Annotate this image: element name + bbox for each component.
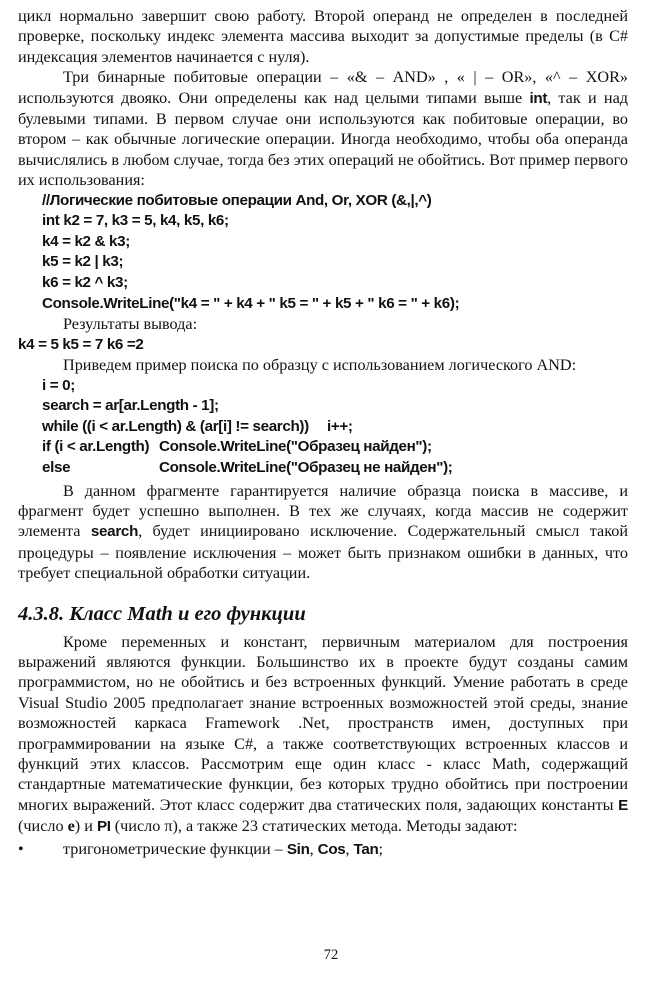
paragraph-text: , так и над булевыми типами. В первом случае они используются как побитовые операции, во втором – как обычные логические операции. Иногда необходимо, чтобы оба операнда вычислялись в любом случае, тогда без этих операций не обойтись. Вот пример первого их использования: xyxy=(18,88,628,190)
paragraph-search-desc xyxy=(18,481,628,584)
code-block-bitwise xyxy=(18,191,628,315)
code-line xyxy=(42,458,628,479)
keyword-search: search xyxy=(90,523,139,541)
math-pi-symbol: π xyxy=(164,817,173,836)
paragraph-search-intro: Приведем пример поиска по образцу с использованием логического AND: xyxy=(63,356,577,375)
keyword-e: E xyxy=(618,796,628,814)
section-heading: 4.3.8. Класс Math и его функции xyxy=(18,602,306,625)
code-line xyxy=(42,437,628,458)
paragraph-text: (число xyxy=(18,817,68,836)
bullet-icon: • xyxy=(18,839,24,858)
list-separator: , xyxy=(345,839,354,858)
code-line xyxy=(42,396,628,417)
paragraph-text: ), а также 23 статических метода. Методы задают: xyxy=(172,817,518,836)
code-text: i++; xyxy=(327,417,353,435)
code-line: //Логические побитовые операции And, Or, XOR (&,|,^) xyxy=(42,191,432,209)
list-item-text xyxy=(63,839,383,860)
page-number: 72 xyxy=(323,947,339,963)
results-output: k4 = 5 k5 = 7 k6 =2 xyxy=(18,335,144,353)
code-text: while ((i < ar.Length) & (ar[i] != search)) xyxy=(42,417,309,435)
code-text: search = ar[ar.Length - 1]; xyxy=(42,397,219,415)
list-separator: , xyxy=(309,839,318,858)
paragraph-text: ) и xyxy=(74,817,97,836)
keyword-pi: PI xyxy=(96,818,111,836)
list-text: тригонометрические функции – xyxy=(63,839,287,858)
book-page xyxy=(18,6,628,860)
code-line xyxy=(42,417,628,438)
paragraph-text: Кроме переменных и констант, первичным материалом для построения выражений являются функции. Большинство их в проекте будут созданы самим программистом, но не обойтись и без встроенных функций. Умение работать в среде Visual Studio 2005 предполагает знание встроенных возможностей этой среды, знание возможностей каркаса Framework .Net, пространств имен, доступных при программировании на языке C#, а также соответствующих встроенных классов и функций этих классов. Рассмотрим еще один класс - класс Math, содержащий стандартные математические функции, без которых трудно обойтись при построении многих выражений. Этот класс содержит два статических поля, задающих константы xyxy=(18,632,628,814)
code-text: i = 0; xyxy=(42,376,75,394)
code-line: k6 = k2 ^ k3; xyxy=(42,274,128,292)
paragraph-text: , будет инициировано исключение. Содержательный смысл такой процедуры – появление исключения – может быть признаком ошибки в данных, что требует специальной обработки ситуации. xyxy=(18,522,628,583)
code-block-search xyxy=(18,376,628,479)
keyword-sin: Sin xyxy=(286,840,310,858)
code-text: else xyxy=(42,459,71,476)
math-e-letter: e xyxy=(67,817,75,836)
paragraph-text: (число xyxy=(110,817,165,836)
paragraph-text: В данном фрагменте гарантируется наличие образца поиска в массиве, и фрагмент будет успешно выполнен. В тех же случаях, когда массив не содержит элемента xyxy=(18,481,628,541)
paragraph-continuation: цикл нормально завершит свою работу. Второй операнд не определен в последней проверке, поскольку индекс элемента массива выходит за допустимые пределы (в C# индексация элементов начинается с нуля). xyxy=(18,7,628,66)
keyword-tan: Tan xyxy=(353,840,379,858)
code-line xyxy=(42,376,628,397)
list-separator: ; xyxy=(378,839,384,858)
code-line: int k2 = 7, k3 = 5, k4, k5, k6; xyxy=(42,212,229,230)
results-label: Результаты вывода: xyxy=(63,315,198,334)
code-line: k5 = k2 | k3; xyxy=(42,253,124,271)
paragraph-text: Три бинарные побитовые операции – «& – AND» , « | – OR», «^ – XOR» используются двояко. Они определены как над целыми типами выше xyxy=(18,68,628,107)
keyword-cos: Cos xyxy=(317,840,346,858)
paragraph-math-class xyxy=(18,632,628,838)
code-line: k4 = k2 & k3; xyxy=(42,232,130,250)
list-item xyxy=(18,839,628,860)
code-line: Console.WriteLine("k4 = " + k4 + " k5 = " + k5 + " k6 = " + k6); xyxy=(42,294,460,312)
keyword-int: int xyxy=(529,89,548,107)
code-text: Console.WriteLine("Образец не найден"); xyxy=(159,459,453,476)
code-text: if (i < ar.Length) xyxy=(42,438,150,456)
paragraph-bitwise-ops xyxy=(18,67,628,190)
code-text: Console.WriteLine("Образец найден"); xyxy=(159,438,432,456)
